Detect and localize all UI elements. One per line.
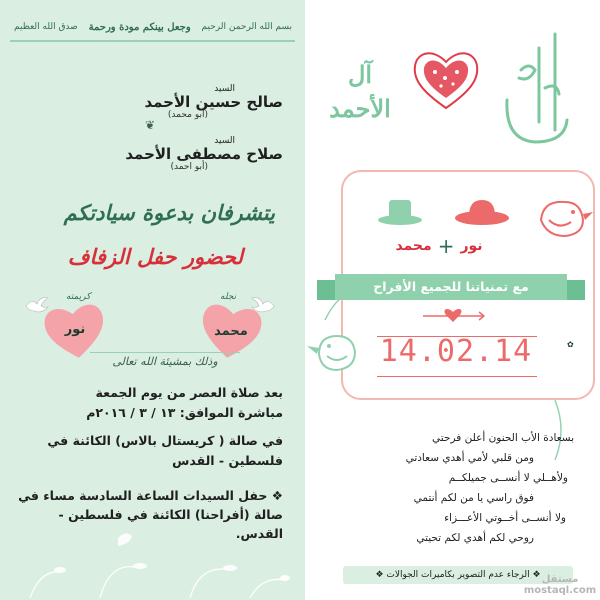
floral-decoration: [0, 520, 305, 600]
groom-heart-name: محمد: [214, 324, 248, 339]
body-line-3: في صالة ( كريستال بالاس) الكائنة في: [47, 433, 283, 448]
poem-line-1: بسعادة الأب الحنون أعلن فرحتي: [432, 432, 574, 444]
bride-role: كريمته: [66, 292, 91, 302]
poem-line-5: ولا أنســى أخــوتي الأعـــزاء: [444, 512, 566, 524]
signature-text: وذلك بمشيئة الله تعالى: [90, 352, 240, 368]
wedding-date: 14.02.14: [379, 334, 533, 369]
hat-icon: [453, 196, 511, 230]
date-line-bottom: [377, 376, 537, 377]
bride-heart-name: نور: [64, 322, 86, 337]
groom-role: نجله: [220, 292, 237, 302]
father2-title: السيد: [214, 136, 235, 146]
top-verse-line: [14, 16, 292, 38]
body-line-4: فلسطين - القدس: [172, 453, 283, 468]
bird-icon: [305, 320, 369, 380]
ladies-line-1: ❖ حفل السيدات الساعة السادسة مساء في: [18, 488, 283, 503]
top-divider: [10, 40, 295, 42]
verse-text: وجعل بينكم مودة ورحمة: [88, 21, 191, 33]
father1-title: السيد: [214, 84, 235, 94]
heart-icon: [411, 46, 481, 112]
invite-line2: لحضور حفل الزفاف: [67, 244, 243, 269]
father2-nick: (أبو احمد): [170, 162, 208, 172]
arrow-heart-icon: [421, 306, 485, 326]
right-panel: [305, 0, 600, 600]
father1-nick: (أبو محمد): [167, 110, 208, 120]
family-line1: آل: [347, 60, 373, 89]
ladies-line-2: صالة (أفراحنا) الكائنة في فلسطين - القدس.: [58, 507, 283, 541]
wishes-ribbon: [317, 274, 585, 302]
father2-name: صلاح مصطفى الأحمد: [125, 145, 283, 163]
no-photo-notice: ❖ الرجاء عدم التصوير بكاميرات الجوالات ❖: [343, 566, 573, 584]
family-line2: الأحمد: [329, 94, 391, 123]
poem-line-6: روحي لكم أهدي لكم تحيتي: [416, 532, 534, 544]
father1-block: [23, 84, 283, 120]
invite-line1: يتشرفان بدعوة سيادتكم: [63, 200, 275, 225]
ribbon-text: مع تمنياتنا للجميع الأفراح: [335, 274, 567, 300]
calligraphy-logo: [495, 30, 575, 160]
sadaqa-text: صدق الله العظيم: [14, 22, 78, 32]
stamp-mark: ✿: [567, 340, 574, 349]
couple-bride: نور: [460, 238, 483, 254]
body-line-1: بعد صلاة العصر من يوم الجمعة: [95, 385, 283, 400]
body-line-2: مباشرة الموافق: ١٣ / ٣ / ٢٠١٦م: [86, 405, 283, 420]
poem-line-4: فوق راسي يا من لكم أنتمي: [413, 492, 534, 504]
poem-line-2: ومن قلبي لأمي أهدي سعادتي: [405, 452, 534, 464]
father2-block: [23, 136, 283, 172]
poem-line-3: ولأهــلي لا أنســى جميلكــم: [448, 472, 568, 484]
hat-icon: [375, 196, 425, 230]
basmala-text: بسم الله الرحمن الرحيم: [201, 22, 292, 32]
poem: [324, 428, 574, 548]
watermark: مستقل mostaql.com: [523, 574, 597, 596]
family-name: [320, 58, 400, 126]
ornament-icon: ❦: [144, 118, 156, 132]
plus-sign: +: [437, 234, 455, 258]
bird-icon: [531, 190, 595, 244]
couple-groom: محمد: [395, 238, 432, 254]
couple-names: [349, 234, 529, 258]
father1-name: صالح حسين الأحمد: [144, 93, 283, 111]
